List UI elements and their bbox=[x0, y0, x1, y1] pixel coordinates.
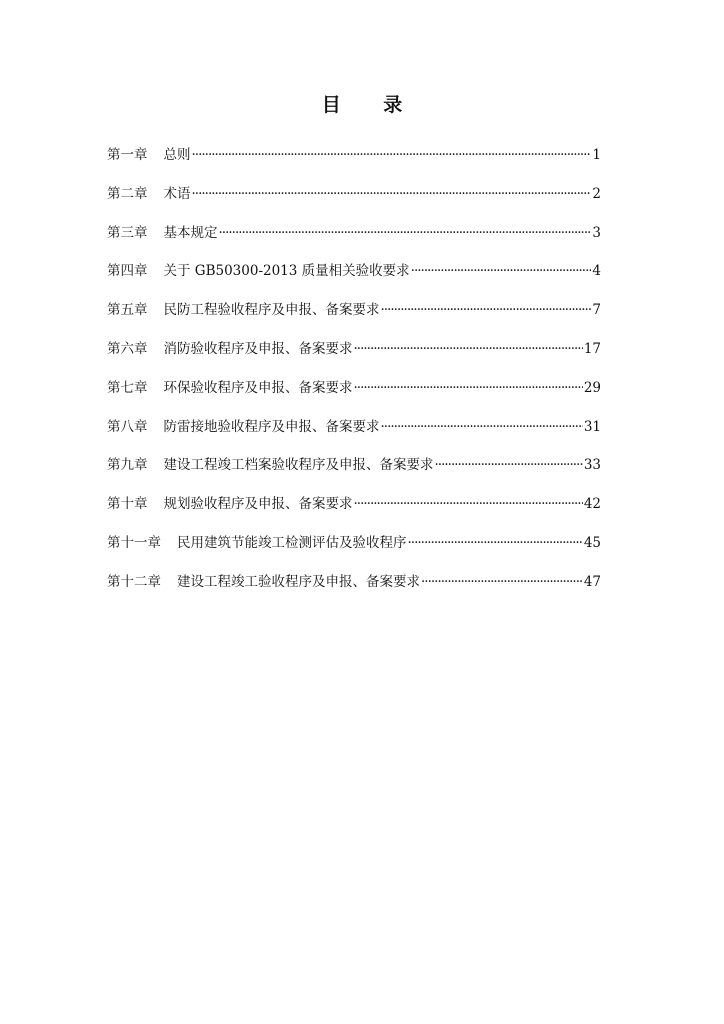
toc-dot-leader bbox=[354, 341, 583, 357]
toc-entry-title: 防雷接地验收程序及申报、备案要求 bbox=[163, 418, 380, 435]
toc-dot-leader bbox=[381, 302, 592, 318]
toc-dot-leader bbox=[381, 419, 583, 435]
toc-dot-leader bbox=[421, 574, 583, 590]
toc-entry-10[interactable] bbox=[107, 492, 601, 531]
toc-entry-4[interactable] bbox=[107, 259, 601, 298]
toc-chapter-label: 第三章 bbox=[107, 224, 148, 241]
toc-page-number: 33 bbox=[583, 457, 601, 474]
toc-dot-leader bbox=[411, 263, 592, 279]
toc-page-number: 29 bbox=[583, 379, 601, 396]
toc-dot-leader bbox=[219, 225, 592, 241]
toc-entry-5[interactable] bbox=[107, 298, 601, 337]
toc-entry-12[interactable] bbox=[107, 570, 601, 609]
toc-entry-title: 基本规定 bbox=[163, 224, 218, 241]
toc-chapter-label: 第十章 bbox=[107, 496, 148, 513]
toc-entry-title: 建设工程竣工验收程序及申报、备案要求 bbox=[177, 573, 420, 590]
toc-page-number: 31 bbox=[583, 418, 601, 435]
toc-chapter-label: 第五章 bbox=[107, 302, 148, 319]
toc-chapter-label: 第七章 bbox=[107, 379, 148, 396]
toc-dot-leader bbox=[354, 380, 583, 396]
toc-entry-8[interactable] bbox=[107, 415, 601, 454]
toc-dot-leader bbox=[192, 147, 592, 163]
toc-entry-title: 术语 bbox=[163, 185, 191, 202]
toc-page-number: 42 bbox=[583, 496, 601, 513]
toc-entry-title: 民用建筑节能竣工检测评估及验收程序 bbox=[177, 534, 407, 551]
toc-chapter-label: 第二章 bbox=[107, 185, 148, 202]
toc-entry-title: 建设工程竣工档案验收程序及申报、备案要求 bbox=[163, 457, 434, 474]
toc-chapter-label: 第九章 bbox=[107, 457, 148, 474]
toc-entry-7[interactable] bbox=[107, 376, 601, 415]
toc-entry-9[interactable] bbox=[107, 453, 601, 492]
toc-chapter-label: 第六章 bbox=[107, 340, 148, 357]
toc-chapter-label: 第十二章 bbox=[107, 573, 161, 590]
toc-page-number: 17 bbox=[583, 340, 601, 357]
toc-entry-title: 消防验收程序及申报、备案要求 bbox=[163, 340, 353, 357]
toc-entry-6[interactable] bbox=[107, 337, 601, 376]
toc-chapter-label: 第八章 bbox=[107, 418, 148, 435]
toc-entry-title: 规划验收程序及申报、备案要求 bbox=[163, 496, 353, 513]
toc-page-number: 1 bbox=[592, 147, 601, 163]
toc-entry-title: 环保验收程序及申报、备案要求 bbox=[163, 379, 353, 396]
toc-page-number: 2 bbox=[592, 185, 601, 202]
toc-page-number: 7 bbox=[592, 302, 601, 319]
toc-entry-2[interactable] bbox=[107, 182, 601, 221]
table-of-contents bbox=[107, 143, 601, 609]
toc-page-number: 45 bbox=[583, 534, 601, 551]
toc-chapter-label: 第十一章 bbox=[107, 534, 161, 551]
toc-dot-leader bbox=[435, 457, 583, 473]
toc-chapter-label: 第四章 bbox=[107, 263, 148, 280]
toc-dot-leader bbox=[192, 186, 592, 202]
page-title: 目 录 bbox=[321, 94, 421, 116]
toc-entry-3[interactable] bbox=[107, 221, 601, 260]
toc-page-number: 3 bbox=[592, 224, 601, 241]
toc-entry-11[interactable] bbox=[107, 531, 601, 570]
toc-dot-leader bbox=[354, 496, 583, 512]
toc-page-number: 47 bbox=[583, 573, 601, 590]
toc-dot-leader bbox=[408, 535, 583, 551]
toc-chapter-label: 第一章 bbox=[107, 147, 148, 163]
toc-page-number: 4 bbox=[592, 263, 601, 280]
toc-entry-title: 总则 bbox=[163, 147, 191, 163]
toc-entry-1[interactable] bbox=[107, 143, 601, 182]
toc-entry-title: 民防工程验收程序及申报、备案要求 bbox=[163, 302, 380, 319]
toc-entry-title: 关于 GB50300-2013 质量相关验收要求 bbox=[163, 263, 410, 280]
